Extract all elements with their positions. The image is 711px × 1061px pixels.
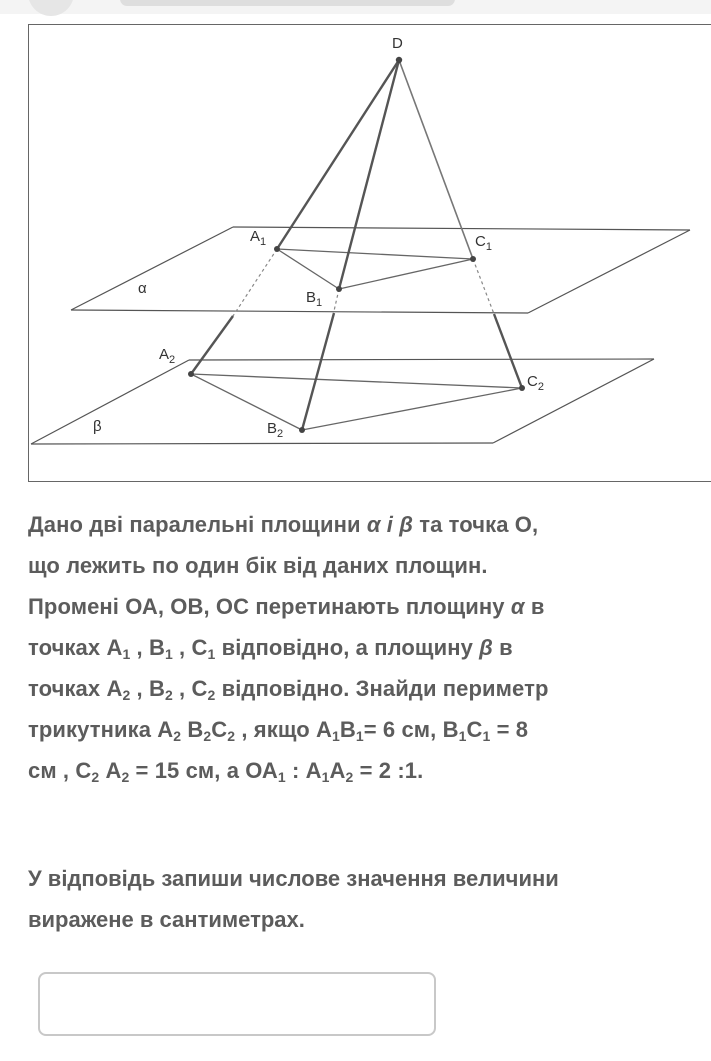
edge-d-c1	[399, 60, 473, 259]
plane-alpha	[71, 227, 690, 313]
problem-line-7: см , $С_2$ $А_2 = 15$ см, а $ОА_1$ : $А_1А_2 = 2$ :1.	[28, 758, 424, 785]
top-bar	[0, 0, 711, 14]
problem-line-3: Промені ОА, ОВ, ОС перетинають площину α в	[28, 594, 545, 619]
label-a1: $A_1$	[250, 228, 267, 248]
label-a2: $A_2$	[159, 346, 176, 366]
pyramid-diagram	[29, 25, 711, 483]
label-alpha: α	[138, 280, 147, 297]
plane-beta	[31, 359, 654, 444]
problem-text	[28, 504, 696, 791]
label-d: D	[392, 35, 403, 52]
avatar[interactable]	[28, 0, 74, 16]
problem-line-5: точках $А_2$ , $В_2$ , $С_2$ відповідно. Знайди периметр	[28, 676, 549, 703]
progress-pill	[120, 0, 455, 6]
edges-lower	[191, 313, 522, 430]
edges-hidden	[233, 249, 494, 316]
label-c1: $C_1$	[475, 233, 492, 253]
answer-instruction	[28, 858, 696, 940]
triangle-a2b2c2	[191, 374, 522, 430]
problem-line-4: точках $А_1$ , $В_1$ , $С_1$ відповідно, а площину β в	[28, 635, 513, 662]
answer-input[interactable]	[38, 972, 436, 1036]
geometry-figure	[28, 24, 711, 482]
label-b1: $B_1$	[306, 289, 323, 309]
problem-line-1: Дано дві паралельні площини α і β та точка О,	[28, 512, 539, 537]
answer-instruction-line-1: У відповідь запиши числове значення величини	[28, 866, 559, 891]
label-c2: $C_2$	[527, 373, 544, 393]
problem-line-6: трикутника $А_2$ $В_2С_2$ , якщо $А_1В_1= 6$ см, $В_1С_1 = 8$	[28, 717, 529, 744]
label-beta: β	[93, 418, 102, 435]
answer-instruction-line-2: виражене в сантиметрах.	[28, 907, 305, 932]
label-b2: $B_2$	[267, 420, 284, 440]
problem-line-2: що лежить по один бік від даних площин.	[28, 553, 488, 578]
triangle-a1b1c1	[277, 249, 473, 289]
